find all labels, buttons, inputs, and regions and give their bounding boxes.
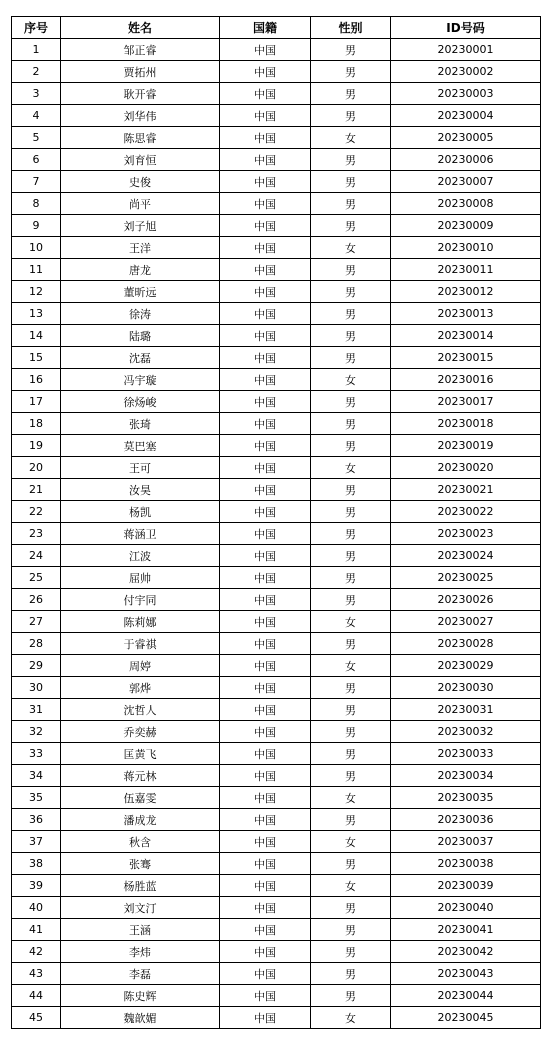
table-row (12, 919, 541, 941)
cell-name: 沈哲人 (61, 699, 220, 721)
cell-seq: 33 (12, 743, 61, 765)
cell-gender: 男 (311, 985, 391, 1007)
cell-seq: 12 (12, 281, 61, 303)
table-row (12, 127, 541, 149)
table-row (12, 237, 541, 259)
cell-gender: 女 (311, 127, 391, 149)
cell-id: 20230038 (391, 853, 541, 875)
roster-table (11, 16, 541, 1029)
cell-name: 李磊 (61, 963, 220, 985)
cell-nationality: 中国 (220, 963, 311, 985)
cell-name: 于睿祺 (61, 633, 220, 655)
header-nationality: 国籍 (220, 17, 311, 39)
cell-name: 王洋 (61, 237, 220, 259)
table-header (12, 17, 541, 39)
cell-seq: 35 (12, 787, 61, 809)
cell-nationality: 中国 (220, 215, 311, 237)
cell-seq: 28 (12, 633, 61, 655)
cell-gender: 男 (311, 501, 391, 523)
cell-nationality: 中国 (220, 633, 311, 655)
cell-gender: 女 (311, 787, 391, 809)
cell-gender: 男 (311, 193, 391, 215)
cell-gender: 男 (311, 589, 391, 611)
cell-id: 20230040 (391, 897, 541, 919)
cell-gender: 男 (311, 699, 391, 721)
cell-id: 20230008 (391, 193, 541, 215)
table-row (12, 743, 541, 765)
cell-nationality: 中国 (220, 941, 311, 963)
cell-id: 20230025 (391, 567, 541, 589)
cell-name: 尚平 (61, 193, 220, 215)
cell-nationality: 中国 (220, 39, 311, 61)
cell-name: 秋含 (61, 831, 220, 853)
table-row (12, 655, 541, 677)
cell-seq: 18 (12, 413, 61, 435)
cell-name: 王涵 (61, 919, 220, 941)
cell-id: 20230002 (391, 61, 541, 83)
table-row (12, 787, 541, 809)
table-row (12, 677, 541, 699)
cell-id: 20230018 (391, 413, 541, 435)
table-row (12, 61, 541, 83)
cell-gender: 男 (311, 39, 391, 61)
cell-id: 20230017 (391, 391, 541, 413)
cell-nationality: 中国 (220, 457, 311, 479)
cell-nationality: 中国 (220, 919, 311, 941)
cell-seq: 14 (12, 325, 61, 347)
cell-name: 史俊 (61, 171, 220, 193)
cell-seq: 6 (12, 149, 61, 171)
cell-id: 20230032 (391, 721, 541, 743)
cell-gender: 男 (311, 941, 391, 963)
cell-id: 20230009 (391, 215, 541, 237)
cell-nationality: 中国 (220, 61, 311, 83)
cell-gender: 女 (311, 831, 391, 853)
cell-seq: 1 (12, 39, 61, 61)
cell-seq: 3 (12, 83, 61, 105)
cell-name: 屈帅 (61, 567, 220, 589)
cell-gender: 男 (311, 633, 391, 655)
cell-id: 20230043 (391, 963, 541, 985)
cell-gender: 女 (311, 1007, 391, 1029)
cell-nationality: 中国 (220, 699, 311, 721)
cell-nationality: 中国 (220, 897, 311, 919)
cell-id: 20230041 (391, 919, 541, 941)
cell-nationality: 中国 (220, 831, 311, 853)
cell-seq: 29 (12, 655, 61, 677)
cell-seq: 17 (12, 391, 61, 413)
cell-nationality: 中国 (220, 105, 311, 127)
cell-name: 董昕远 (61, 281, 220, 303)
table-row (12, 83, 541, 105)
cell-gender: 男 (311, 567, 391, 589)
table-row (12, 105, 541, 127)
table-row (12, 875, 541, 897)
table-row (12, 853, 541, 875)
header-gender: 性别 (311, 17, 391, 39)
cell-id: 20230037 (391, 831, 541, 853)
cell-seq: 31 (12, 699, 61, 721)
cell-name: 陈史辉 (61, 985, 220, 1007)
cell-gender: 男 (311, 61, 391, 83)
cell-nationality: 中国 (220, 149, 311, 171)
cell-gender: 女 (311, 611, 391, 633)
cell-nationality: 中国 (220, 545, 311, 567)
cell-id: 20230014 (391, 325, 541, 347)
cell-gender: 男 (311, 325, 391, 347)
cell-nationality: 中国 (220, 1007, 311, 1029)
cell-gender: 男 (311, 259, 391, 281)
table-row (12, 897, 541, 919)
header-id: ID号码 (391, 17, 541, 39)
cell-seq: 24 (12, 545, 61, 567)
cell-name: 贾拓州 (61, 61, 220, 83)
cell-gender: 男 (311, 413, 391, 435)
cell-seq: 40 (12, 897, 61, 919)
cell-name: 唐龙 (61, 259, 220, 281)
cell-id: 20230013 (391, 303, 541, 325)
table-row (12, 413, 541, 435)
cell-id: 20230027 (391, 611, 541, 633)
cell-name: 周婷 (61, 655, 220, 677)
cell-name: 耿开睿 (61, 83, 220, 105)
cell-name: 江波 (61, 545, 220, 567)
table-row (12, 831, 541, 853)
header-name: 姓名 (61, 17, 220, 39)
cell-nationality: 中国 (220, 611, 311, 633)
cell-name: 沈磊 (61, 347, 220, 369)
cell-id: 20230033 (391, 743, 541, 765)
cell-name: 匡黄飞 (61, 743, 220, 765)
cell-gender: 男 (311, 677, 391, 699)
cell-seq: 2 (12, 61, 61, 83)
cell-nationality: 中国 (220, 303, 311, 325)
cell-seq: 8 (12, 193, 61, 215)
cell-nationality: 中国 (220, 391, 311, 413)
cell-name: 陈思睿 (61, 127, 220, 149)
cell-gender: 男 (311, 743, 391, 765)
cell-nationality: 中国 (220, 677, 311, 699)
table-row (12, 545, 541, 567)
cell-seq: 30 (12, 677, 61, 699)
cell-name: 徐炀峻 (61, 391, 220, 413)
cell-name: 汝昊 (61, 479, 220, 501)
table-row (12, 1007, 541, 1029)
table-row (12, 765, 541, 787)
cell-seq: 32 (12, 721, 61, 743)
cell-seq: 16 (12, 369, 61, 391)
cell-gender: 男 (311, 963, 391, 985)
cell-seq: 4 (12, 105, 61, 127)
cell-gender: 男 (311, 391, 391, 413)
table-row (12, 391, 541, 413)
cell-gender: 男 (311, 897, 391, 919)
cell-gender: 男 (311, 853, 391, 875)
table-row (12, 347, 541, 369)
cell-nationality: 中国 (220, 347, 311, 369)
cell-id: 20230031 (391, 699, 541, 721)
cell-nationality: 中国 (220, 875, 311, 897)
table-row (12, 303, 541, 325)
cell-id: 20230023 (391, 523, 541, 545)
table-row (12, 435, 541, 457)
cell-seq: 19 (12, 435, 61, 457)
table-row (12, 567, 541, 589)
table-row (12, 941, 541, 963)
table-row (12, 325, 541, 347)
cell-gender: 男 (311, 171, 391, 193)
cell-seq: 11 (12, 259, 61, 281)
cell-id: 20230039 (391, 875, 541, 897)
table-row (12, 39, 541, 61)
cell-seq: 45 (12, 1007, 61, 1029)
cell-name: 陆璐 (61, 325, 220, 347)
cell-seq: 43 (12, 963, 61, 985)
cell-gender: 男 (311, 809, 391, 831)
cell-gender: 女 (311, 237, 391, 259)
table-row (12, 963, 541, 985)
cell-nationality: 中国 (220, 83, 311, 105)
cell-id: 20230036 (391, 809, 541, 831)
cell-gender: 男 (311, 303, 391, 325)
cell-nationality: 中国 (220, 413, 311, 435)
cell-name: 邹正睿 (61, 39, 220, 61)
cell-id: 20230019 (391, 435, 541, 457)
cell-name: 乔奕赫 (61, 721, 220, 743)
cell-gender: 男 (311, 919, 391, 941)
cell-gender: 男 (311, 435, 391, 457)
cell-nationality: 中国 (220, 237, 311, 259)
cell-gender: 女 (311, 655, 391, 677)
cell-id: 20230007 (391, 171, 541, 193)
cell-name: 张骞 (61, 853, 220, 875)
cell-nationality: 中国 (220, 809, 311, 831)
cell-nationality: 中国 (220, 985, 311, 1007)
table-row (12, 215, 541, 237)
cell-id: 20230045 (391, 1007, 541, 1029)
cell-id: 20230004 (391, 105, 541, 127)
cell-name: 陈莉娜 (61, 611, 220, 633)
cell-seq: 21 (12, 479, 61, 501)
table-row (12, 149, 541, 171)
table-row (12, 523, 541, 545)
cell-gender: 男 (311, 83, 391, 105)
cell-name: 魏歆媚 (61, 1007, 220, 1029)
cell-name: 李炜 (61, 941, 220, 963)
cell-nationality: 中国 (220, 853, 311, 875)
table-row (12, 369, 541, 391)
table-row (12, 633, 541, 655)
table-row (12, 589, 541, 611)
cell-seq: 44 (12, 985, 61, 1007)
cell-name: 冯宇璇 (61, 369, 220, 391)
cell-nationality: 中国 (220, 127, 311, 149)
cell-id: 20230022 (391, 501, 541, 523)
cell-seq: 27 (12, 611, 61, 633)
cell-nationality: 中国 (220, 281, 311, 303)
cell-name: 杨胜蓝 (61, 875, 220, 897)
cell-gender: 男 (311, 347, 391, 369)
cell-id: 20230021 (391, 479, 541, 501)
cell-id: 20230005 (391, 127, 541, 149)
cell-nationality: 中国 (220, 765, 311, 787)
cell-nationality: 中国 (220, 259, 311, 281)
cell-id: 20230042 (391, 941, 541, 963)
cell-nationality: 中国 (220, 369, 311, 391)
cell-id: 20230006 (391, 149, 541, 171)
table-row (12, 457, 541, 479)
table-row (12, 281, 541, 303)
cell-name: 蒋涵卫 (61, 523, 220, 545)
cell-seq: 23 (12, 523, 61, 545)
cell-name: 郭烨 (61, 677, 220, 699)
cell-gender: 男 (311, 721, 391, 743)
cell-seq: 5 (12, 127, 61, 149)
cell-nationality: 中国 (220, 171, 311, 193)
cell-nationality: 中国 (220, 435, 311, 457)
cell-name: 刘子旭 (61, 215, 220, 237)
cell-gender: 男 (311, 545, 391, 567)
cell-nationality: 中国 (220, 523, 311, 545)
cell-name: 付宇同 (61, 589, 220, 611)
cell-name: 刘育恒 (61, 149, 220, 171)
cell-nationality: 中国 (220, 743, 311, 765)
cell-id: 20230029 (391, 655, 541, 677)
cell-nationality: 中国 (220, 589, 311, 611)
table-row (12, 501, 541, 523)
cell-gender: 男 (311, 215, 391, 237)
table-row (12, 193, 541, 215)
cell-gender: 男 (311, 765, 391, 787)
cell-seq: 26 (12, 589, 61, 611)
cell-id: 20230016 (391, 369, 541, 391)
cell-gender: 男 (311, 523, 391, 545)
cell-seq: 38 (12, 853, 61, 875)
cell-seq: 25 (12, 567, 61, 589)
cell-id: 20230030 (391, 677, 541, 699)
cell-gender: 男 (311, 105, 391, 127)
cell-id: 20230026 (391, 589, 541, 611)
table-row (12, 479, 541, 501)
table-row (12, 985, 541, 1007)
cell-seq: 36 (12, 809, 61, 831)
cell-seq: 7 (12, 171, 61, 193)
cell-nationality: 中国 (220, 501, 311, 523)
cell-id: 20230001 (391, 39, 541, 61)
cell-seq: 42 (12, 941, 61, 963)
cell-id: 20230012 (391, 281, 541, 303)
header-seq: 序号 (12, 17, 61, 39)
cell-name: 徐涛 (61, 303, 220, 325)
cell-seq: 34 (12, 765, 61, 787)
cell-name: 蒋元林 (61, 765, 220, 787)
cell-nationality: 中国 (220, 193, 311, 215)
cell-nationality: 中国 (220, 787, 311, 809)
cell-nationality: 中国 (220, 325, 311, 347)
cell-gender: 女 (311, 369, 391, 391)
cell-name: 王可 (61, 457, 220, 479)
cell-gender: 女 (311, 875, 391, 897)
cell-id: 20230003 (391, 83, 541, 105)
cell-seq: 37 (12, 831, 61, 853)
cell-nationality: 中国 (220, 567, 311, 589)
table-body (12, 39, 541, 1029)
cell-id: 20230028 (391, 633, 541, 655)
table-row (12, 171, 541, 193)
table-row (12, 259, 541, 281)
cell-id: 20230010 (391, 237, 541, 259)
cell-id: 20230020 (391, 457, 541, 479)
cell-name: 杨凯 (61, 501, 220, 523)
table-row (12, 611, 541, 633)
cell-seq: 10 (12, 237, 61, 259)
cell-id: 20230034 (391, 765, 541, 787)
table-row (12, 699, 541, 721)
table-row (12, 809, 541, 831)
cell-gender: 男 (311, 479, 391, 501)
cell-id: 20230011 (391, 259, 541, 281)
cell-seq: 22 (12, 501, 61, 523)
cell-id: 20230015 (391, 347, 541, 369)
cell-name: 张琦 (61, 413, 220, 435)
cell-name: 刘文汀 (61, 897, 220, 919)
cell-gender: 男 (311, 149, 391, 171)
cell-seq: 41 (12, 919, 61, 941)
cell-seq: 13 (12, 303, 61, 325)
cell-gender: 女 (311, 457, 391, 479)
cell-name: 伍嘉雯 (61, 787, 220, 809)
cell-seq: 20 (12, 457, 61, 479)
cell-seq: 39 (12, 875, 61, 897)
cell-seq: 15 (12, 347, 61, 369)
cell-id: 20230035 (391, 787, 541, 809)
cell-nationality: 中国 (220, 721, 311, 743)
cell-name: 刘华伟 (61, 105, 220, 127)
cell-name: 莫巴塞 (61, 435, 220, 457)
cell-gender: 男 (311, 281, 391, 303)
cell-name: 潘成龙 (61, 809, 220, 831)
cell-nationality: 中国 (220, 655, 311, 677)
cell-id: 20230024 (391, 545, 541, 567)
header-row (12, 17, 541, 39)
cell-nationality: 中国 (220, 479, 311, 501)
table-row (12, 721, 541, 743)
cell-id: 20230044 (391, 985, 541, 1007)
cell-seq: 9 (12, 215, 61, 237)
